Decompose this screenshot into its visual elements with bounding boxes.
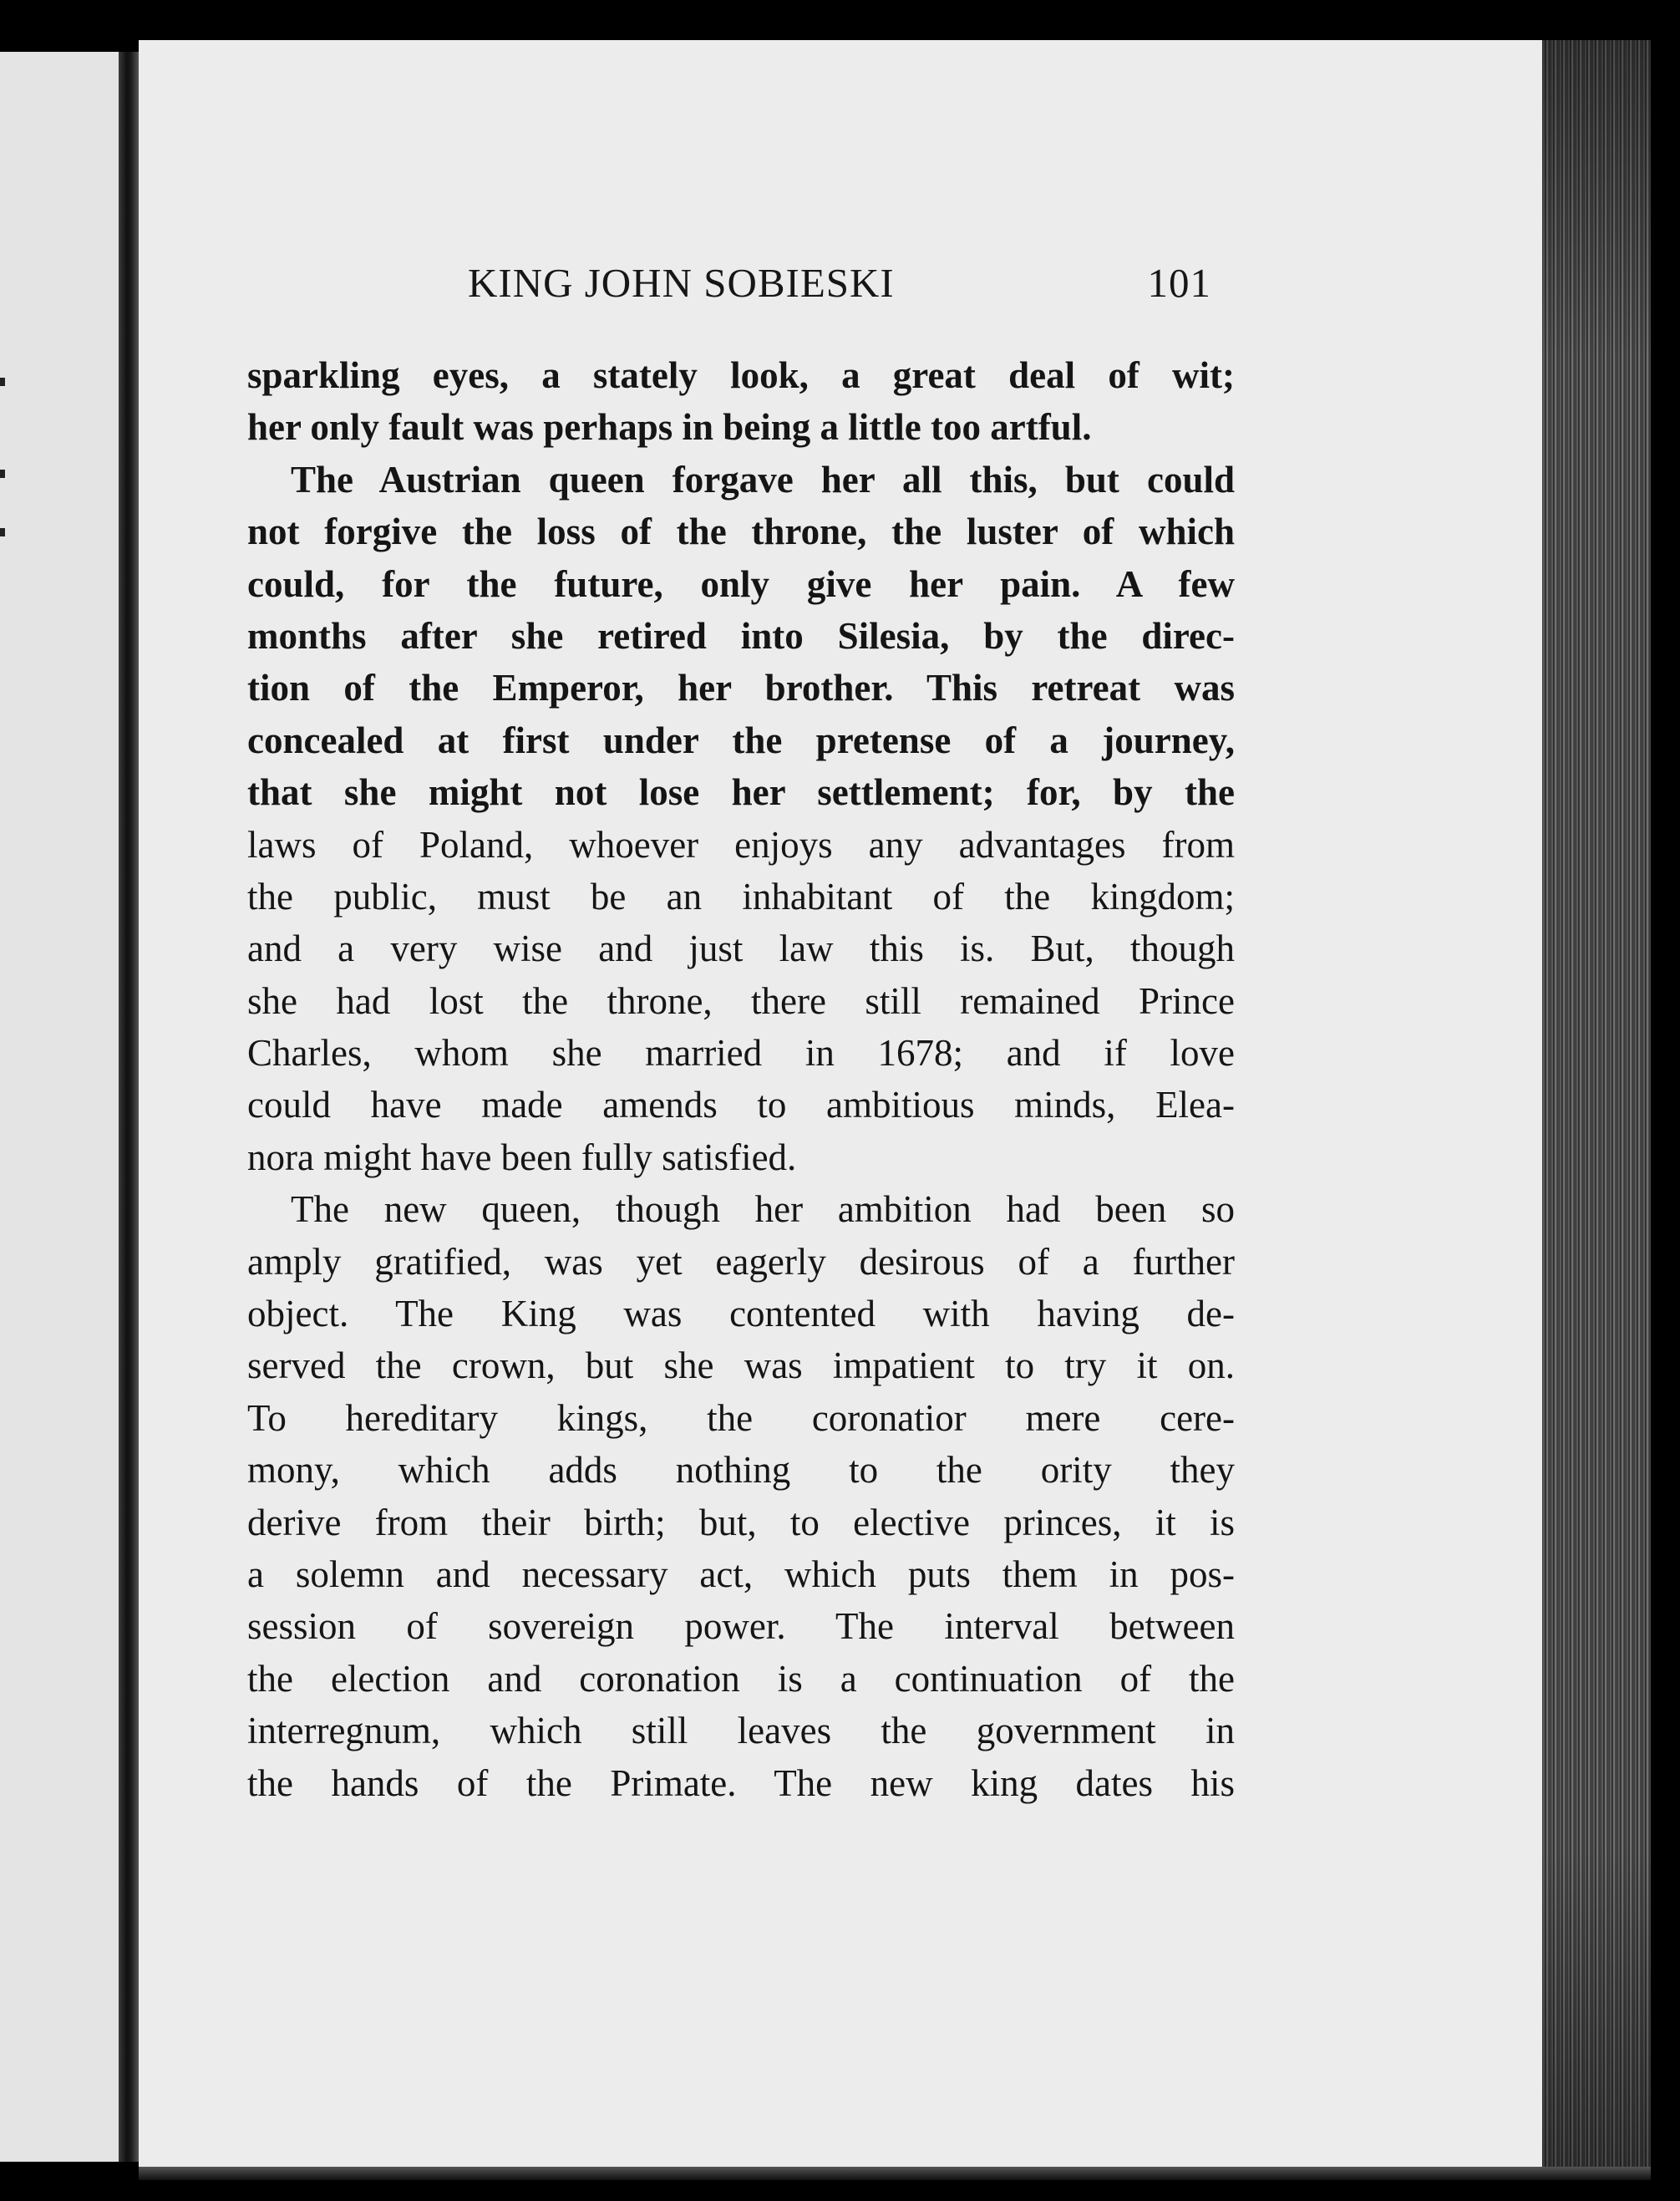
text-line: laws of Poland, whoever enjoys any advantages from bbox=[247, 823, 1235, 866]
text-line: To hereditary kings, the coronatior mere cere- bbox=[247, 1396, 1235, 1439]
text-line: object. The King was contented with having de- bbox=[247, 1293, 1235, 1335]
text-line: months after she retired into Silesia, by the direc- bbox=[247, 614, 1235, 657]
text-line: tion of the Emperor, her brother. This retreat was bbox=[247, 667, 1235, 709]
text-line: her only fault was perhaps in being a little too artful. bbox=[247, 406, 1092, 449]
text-line: derive from their birth; but, to elective princes, it is bbox=[247, 1501, 1235, 1543]
text-line: and a very wise and just law this is. But, though bbox=[247, 928, 1235, 970]
text-line: the hands of the Primate. The new king dates his bbox=[247, 1761, 1235, 1804]
body-text bbox=[247, 349, 1235, 1809]
text-line: interregnum, which still leaves the government in bbox=[247, 1710, 1235, 1752]
previous-page-ink-marks bbox=[0, 52, 7, 2162]
text-line: mony, which adds nothing to the ority they bbox=[247, 1449, 1235, 1492]
text-line: the public, must be an inhabitant of the kingdom; bbox=[247, 875, 1235, 918]
running-title: KING JOHN SOBIESKI bbox=[468, 260, 895, 306]
text-line: that she might not lose her settlement; for, by the bbox=[247, 771, 1235, 814]
running-head bbox=[468, 251, 1211, 318]
text-line: could, for the future, only give her pain. A few bbox=[247, 562, 1235, 605]
text-line: sparkling eyes, a stately look, a great deal of wit; bbox=[247, 354, 1235, 396]
text-line: The Austrian queen forgave her all this, but could bbox=[291, 458, 1235, 501]
text-line: served the crown, but she was impatient to try it on. bbox=[247, 1344, 1235, 1387]
page-number: 101 bbox=[1147, 260, 1211, 306]
book-bottom-edge bbox=[139, 2167, 1651, 2180]
text-line: the election and coronation is a continuation of the bbox=[247, 1657, 1235, 1700]
text-line: she had lost the throne, there still remained Prince bbox=[247, 979, 1235, 1022]
text-line: nora might have been fully satisfied. bbox=[247, 1136, 797, 1178]
text-line: session of sovereign power. The interval between bbox=[247, 1605, 1235, 1648]
book-fore-edge bbox=[1542, 40, 1651, 2167]
book-gutter bbox=[119, 52, 139, 2162]
text-line: concealed at first under the pretense of a journey, bbox=[247, 719, 1235, 761]
previous-page-edge bbox=[0, 52, 119, 2162]
text-line: amply gratified, was yet eagerly desirous of a further bbox=[247, 1240, 1235, 1283]
text-line: could have made amends to ambitious minds, Elea- bbox=[247, 1084, 1235, 1126]
text-line: not forgive the loss of the throne, the luster of which bbox=[247, 511, 1235, 553]
text-line: Charles, whom she married in 1678; and if love bbox=[247, 1032, 1235, 1075]
text-line: a solemn and necessary act, which puts them in pos- bbox=[247, 1553, 1235, 1595]
text-line: The new queen, though her ambition had been so bbox=[291, 1188, 1235, 1231]
